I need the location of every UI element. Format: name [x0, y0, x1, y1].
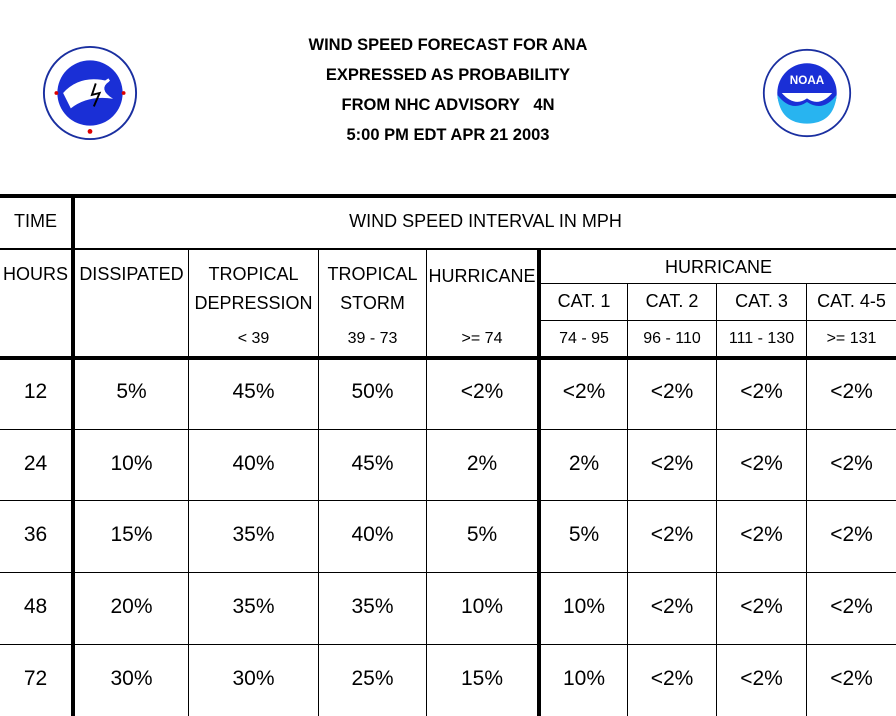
row-48-hours: 48	[23, 595, 48, 618]
row-24-dissipated: 10%	[110, 452, 153, 475]
row-72-cat3: <2%	[740, 667, 783, 690]
row-12-td: 45%	[232, 380, 275, 403]
table-top-border	[0, 194, 896, 198]
cat1-header: CAT. 1	[557, 291, 611, 311]
hurricane-group-divider	[540, 283, 896, 284]
row-36-cat3: <2%	[740, 523, 783, 546]
row-72-cat2: <2%	[650, 667, 694, 690]
row-72-td: 30%	[232, 667, 275, 690]
title-line-2: EXPRESSED AS PROBABILITY	[325, 66, 571, 84]
row-12-cat1: <2%	[562, 380, 606, 403]
row-12-dissipated: 5%	[116, 380, 147, 403]
noaa-wordmark: NOAA	[789, 74, 825, 87]
hurricane-group-header: HURRICANE	[664, 257, 772, 277]
row-48-dissipated: 20%	[110, 595, 153, 618]
row-divider-3	[0, 572, 896, 573]
row-36-cat45: <2%	[830, 523, 873, 546]
cat45-header: CAT. 4-5	[817, 291, 886, 311]
row-36-ts: 40%	[351, 523, 394, 546]
row-divider-1	[0, 429, 896, 430]
cat3-header: CAT. 3	[735, 291, 788, 311]
cat45-range: >= 131	[826, 330, 877, 347]
col-divider-cat2	[716, 284, 717, 716]
row-36-cat1: 5%	[568, 523, 600, 546]
row-36-td: 35%	[232, 523, 275, 546]
row-36-cat2: <2%	[650, 523, 694, 546]
row-48-ts: 35%	[351, 595, 394, 618]
row-72-hurricane: 15%	[460, 667, 504, 690]
row-divider-4	[0, 644, 896, 645]
title-line-3: FROM NHC ADVISORY 4N	[341, 96, 555, 114]
time-header: TIME	[14, 211, 57, 231]
hours-header: HOURS	[2, 264, 68, 284]
dissipated-header: DISSIPATED	[79, 264, 184, 284]
header-divider-1	[0, 248, 896, 250]
row-36-hurricane: 5%	[466, 523, 498, 546]
row-48-cat3: <2%	[740, 595, 783, 618]
noaa-logo	[762, 48, 852, 138]
row-divider-2	[0, 500, 896, 501]
ts-range: 39 - 73	[347, 330, 398, 347]
row-24-hours: 24	[23, 452, 48, 475]
row-48-cat2: <2%	[650, 595, 694, 618]
col-divider-dissipated	[188, 250, 189, 716]
hurricane-header: HURRICANE	[428, 266, 536, 286]
row-24-td: 40%	[232, 452, 275, 475]
row-36-hours: 36	[23, 523, 48, 546]
row-12-cat45: <2%	[830, 380, 873, 403]
row-48-td: 35%	[232, 595, 275, 618]
interval-header: WIND SPEED INTERVAL IN MPH	[349, 211, 622, 231]
cat3-range: 111 - 130	[728, 330, 795, 347]
row-12-hours: 12	[23, 380, 48, 403]
hurricane-section-divider	[537, 250, 541, 716]
row-36-dissipated: 15%	[110, 523, 153, 546]
cat-label-divider	[540, 320, 896, 321]
row-72-hours: 72	[23, 667, 48, 690]
header-bottom-border	[0, 356, 896, 360]
cat1-range: 74 - 95	[559, 330, 609, 347]
col-divider-cat1	[627, 284, 628, 716]
row-72-ts: 25%	[351, 667, 394, 690]
cat2-header: CAT. 2	[645, 291, 699, 311]
title-line-1: WIND SPEED FORECAST FOR ANA	[308, 36, 588, 54]
col-divider-cat3	[806, 284, 807, 716]
row-72-cat45: <2%	[830, 667, 873, 690]
title-line-4: 5:00 PM EDT APR 21 2003	[346, 126, 550, 144]
row-12-hurricane: <2%	[460, 380, 504, 403]
row-24-cat1: 2%	[568, 452, 600, 475]
row-72-cat1: 10%	[562, 667, 606, 690]
ts-header-line1: TROPICAL	[327, 264, 418, 284]
col-divider-ts	[426, 250, 427, 716]
td-header-line2: DEPRESSION	[194, 293, 313, 313]
row-24-cat2: <2%	[650, 452, 694, 475]
row-48-cat45: <2%	[830, 595, 873, 618]
row-48-hurricane: 10%	[460, 595, 504, 618]
national-weather-service-logo	[42, 45, 138, 141]
row-12-ts: 50%	[351, 380, 394, 403]
ts-header-line2: STORM	[340, 293, 405, 313]
row-12-cat3: <2%	[740, 380, 783, 403]
hurricane-range: >= 74	[461, 330, 503, 347]
row-12-cat2: <2%	[650, 380, 694, 403]
cat2-range: 96 - 110	[643, 330, 701, 347]
row-24-ts: 45%	[351, 452, 394, 475]
row-72-dissipated: 30%	[110, 667, 153, 690]
row-48-cat1: 10%	[562, 595, 606, 618]
td-range: < 39	[237, 330, 270, 347]
row-24-cat3: <2%	[740, 452, 783, 475]
td-header-line1: TROPICAL	[208, 264, 299, 284]
row-24-cat45: <2%	[830, 452, 873, 475]
col-divider-td	[318, 250, 319, 716]
row-24-hurricane: 2%	[466, 452, 498, 475]
